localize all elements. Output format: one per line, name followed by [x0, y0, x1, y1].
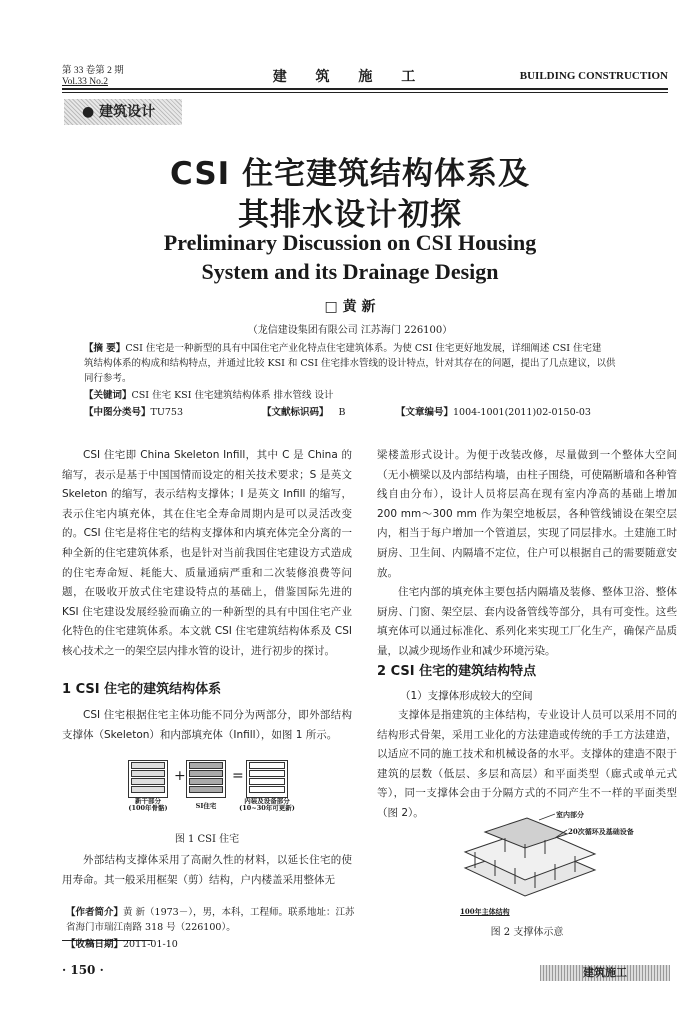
abstract-label: 【摘 要】	[84, 343, 126, 354]
fig1-row	[249, 770, 285, 777]
bio-label: 【作者简介】	[66, 907, 124, 918]
abstract	[84, 341, 684, 386]
fig1-row	[131, 762, 165, 769]
date-value: 2011-01-10	[123, 939, 178, 950]
fig1-row	[249, 778, 285, 785]
right-para3: 支撑体是指建筑的主体结构，专业设计人员可以采用不同的结构形式骨架，采用工业化的方法建造或传统的手工方法建造，以适应不同的施工技术和机械设备的水平。支撑体的建造不限于建筑的层数（低层、多层和高层）和平面类型（廊式或单元式等），同一支撑体会由于分隔方式的不同产生不一样的平面类型（图 2）。	[377, 709, 677, 819]
fig1-row	[189, 762, 223, 769]
date-label: 【收稿日期】	[66, 939, 124, 950]
doc-value: B	[338, 407, 346, 418]
fig2-label-top: 室内部分	[556, 810, 584, 819]
title-cn-line1: CSI 住宅建筑结构体系及	[170, 156, 530, 192]
clc-number	[84, 404, 183, 418]
volume-en: Vol.33 No.2	[62, 77, 109, 87]
left-para3-wrap	[62, 851, 352, 890]
right-column	[377, 446, 677, 662]
fig1-row	[131, 786, 165, 793]
fig1-skeleton-block	[128, 760, 168, 798]
article-value: 1004-1001(2011)02-0150-03	[453, 407, 591, 418]
abstract-line1	[84, 341, 684, 356]
fig1-label-b: SI住宅	[195, 802, 217, 810]
fig1-row	[249, 762, 285, 769]
fig1-label-a-line2: (100年骨骼)	[128, 804, 168, 812]
author-name: □ 黄 新	[324, 299, 376, 315]
footer-logo: 建筑施工	[540, 965, 670, 981]
journal-title: 建 筑 施 工	[272, 69, 428, 85]
clc-value: TU753	[150, 407, 183, 418]
figure-1-caption: 图 1 CSI 住宅	[174, 834, 240, 845]
keywords-label: 【关键词】	[84, 390, 132, 401]
doc-label: 【文献标识码】	[262, 407, 329, 418]
received-date	[66, 937, 356, 952]
article-number	[396, 404, 591, 418]
title-en-line1: Preliminary Discussion on CSI Housing	[163, 230, 537, 255]
abstract-line3: 同行参考。	[84, 373, 132, 384]
plus-symbol: +	[174, 768, 186, 784]
fig1-label-a-line1: 新干部分	[135, 797, 161, 805]
fig1-row	[189, 770, 223, 777]
section-tag-label: 建筑设计	[99, 104, 156, 120]
bio-text: 黄 新（1973－），男，本科，工程师。联系地址：江苏省海门市瑞江南路 318 号（226100）。	[66, 907, 355, 933]
fig1-label-c	[236, 798, 298, 812]
right-para3-wrap	[377, 706, 677, 824]
figure-1	[128, 756, 295, 820]
equals-symbol: =	[232, 768, 244, 784]
keywords-items: CSI 住宅 KSI 住宅建筑结构体系 排水管线 设计	[131, 390, 334, 401]
fig2-leader-top	[539, 814, 555, 820]
fig1-label-c-line2: (10~30年可更新)	[239, 804, 295, 812]
fig1-label-a	[122, 798, 174, 812]
left-column	[62, 446, 352, 662]
left-para1: CSI 住宅即 China Skeleton Infill，其中 C 是 China 的缩写，表示是基于中国国情而设定的相关技术要求；S 是英文 Skeleton 的缩写，表示结构支撑体；I 是英文 Infill 的缩写，表示住宅内填充体，其在住宅全寿命周期内是可以灵活改变的。CSI 住宅是将住宅的结构支撑体和内填充体完全分离的一种全新的住宅建筑体系，也是针对当前我国住宅建设方式造成的住宅寿命短、耗能大、质量通病严重和二次装修浪费等问题，在吸收开放式住宅建设特点的基础上，借鉴国际先进的 KSI 住宅建设发展经验而确立的一种新型的具有中国住宅产业化特色的住宅建筑体系。本文就 CSI 住宅建筑结构体系及 CSI 核心技术之一的架空层内排水管的设计，进行初步的探讨。	[62, 449, 352, 657]
right-para1: 梁楼盖形式设计。为便于改装改修，尽量做到一个整体大空间（无小横梁以及内部结构墙，由柱子围绕，可使隔断墙和各种管线自由分布），设计人员将层高在现有室内净高的基础上增加 200 mm～300 mm 作为架空地板层，各种管线铺设在架空层内，相当于每户增加一个管道层，实现了同层排水。土建施工时厨房、卫生间、内隔墙不定位，住户可以根据自己的需要随意安放。	[377, 449, 677, 579]
doc-code	[262, 404, 345, 418]
fig1-row	[131, 778, 165, 785]
subsection-1: （1）支撑体形成较大的空间	[400, 690, 533, 702]
fig1-infill-block	[246, 760, 288, 798]
keywords	[84, 387, 684, 401]
right-para2: 住宅内部的填充体主要包括内隔墙及装修、整体卫浴、整体厨房、门窗、架空层、套内设备管线等部分，具有可变性。这些填充体可以通过标准化、系列化来实现工厂化生产，确保产品质量，以减少现场作业和减少环境污染。	[377, 586, 677, 657]
fig1-row	[189, 778, 223, 785]
title-en-line2: System and its Drainage Design	[201, 259, 499, 284]
abstract-text1: CSI 住宅是一种新型的具有中国住宅产业化特点住宅建筑体系。为使 CSI 住宅更好地发展，详细阐述 CSI 住宅建	[125, 343, 602, 354]
section-1-heading: 1 CSI 住宅的建筑结构体系	[62, 682, 222, 697]
fig1-row	[189, 786, 223, 793]
figure-2	[455, 810, 605, 906]
fig2-label-bottom: 100年主体结构	[460, 907, 510, 916]
figure-2-caption: 图 2 支撑体示意	[490, 927, 564, 938]
left-para2-wrap	[62, 706, 352, 745]
fig1-row	[249, 786, 285, 793]
section-tag	[64, 99, 182, 125]
fig1-si-block	[186, 760, 226, 798]
title-cn-line2: 其排水设计初探	[238, 197, 462, 233]
clc-label: 【中图分类号】	[84, 407, 151, 418]
author-affiliation: （龙信建设集团有限公司 江苏海门 226100）	[247, 325, 453, 336]
left-para2: CSI 住宅根据住宅主体功能不同分为两部分，即外部结构支撑体（Skeleton）和内部填充体（Infill），如图 1 所示。	[62, 709, 352, 741]
section-tag-bullet: ●	[82, 104, 100, 120]
fig1-label-c-line1: 内装及设备部分	[244, 797, 290, 805]
abstract-line2: 筑结构体系的构成和结构特点，并通过比较 KSI 和 CSI 住宅排水管线的设计特点，针对其存在的问题，提出了几点建议，以供	[84, 358, 616, 369]
fig1-row	[131, 770, 165, 777]
article-label: 【文章编号】	[396, 407, 454, 418]
header-rule	[62, 88, 668, 90]
author-bio	[66, 905, 356, 935]
volume-cn: 第 33 卷第 2 期	[62, 66, 124, 76]
header-rule-thin	[62, 92, 668, 93]
left-para3: 外部结构支撑体采用了高耐久性的材料，以延长住宅的使用寿命。其一般采用框架（剪）结构，户内楼盖采用整体无	[62, 854, 352, 886]
fig2-label-mid: 20次循环及基础设备	[568, 827, 634, 836]
page-number: · 150 ·	[62, 963, 104, 977]
journal-title-en: BUILDING CONSTRUCTION	[519, 70, 668, 82]
section-2-heading: 2 CSI 住宅的建筑结构特点	[377, 664, 537, 679]
